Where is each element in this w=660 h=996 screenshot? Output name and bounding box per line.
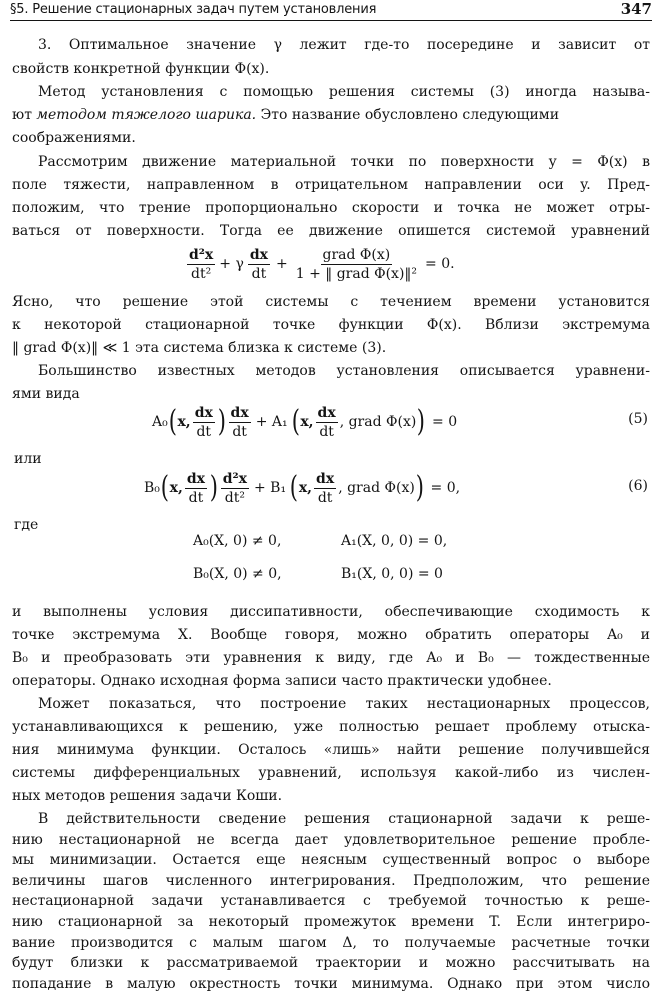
- text-line: Ясно, что решение этой системы с течением времени установится: [12, 294, 650, 310]
- text-line: операторы. Однако исходная форма записи часто практически удобнее.: [12, 673, 552, 689]
- equation-motion: [185, 236, 455, 292]
- variable: x,: [177, 414, 191, 430]
- variable: x,: [300, 414, 314, 430]
- text-line: где: [14, 517, 39, 533]
- text-line: [12, 103, 650, 127]
- fraction: [248, 247, 270, 282]
- text-line: будут близки к рассматриваемой траектории и можно рассчитывать на: [12, 955, 650, 972]
- text-line: ‖ grad Φ(x)‖ ≪ 1 эта система близка к системе (3).: [12, 340, 387, 356]
- section-title: §5. Решение стационарных задач путем установления: [10, 2, 377, 17]
- condition: A₁(X, 0, 0) = 0,: [341, 533, 448, 549]
- page-number: 347: [620, 0, 652, 18]
- denominator: dt: [188, 489, 204, 506]
- numerator: dx: [230, 404, 249, 421]
- numerator: dx: [316, 470, 335, 487]
- left-paren: (: [160, 470, 169, 505]
- operator: + B₁: [254, 480, 287, 496]
- operator: = 0: [432, 414, 458, 430]
- denominator: 1 + ‖ grad Φ(x)‖²: [295, 265, 418, 282]
- operator: = 0.: [425, 256, 455, 272]
- text-line: вание производится с малым шагом Δ, то получаемые расчетные точки: [12, 934, 650, 951]
- equation-5: [152, 396, 457, 448]
- denominator: dt: [317, 489, 333, 506]
- denominator: dt²: [191, 265, 212, 282]
- denominator: dt: [232, 423, 247, 440]
- text-line: к некоторой стационарной точке функции Φ(x). Вблизи экстремума: [12, 317, 650, 333]
- numerator: d²x: [189, 246, 214, 263]
- numerator: dx: [249, 246, 268, 263]
- fraction: [229, 405, 251, 440]
- text-line: 3. Оптимальное значение γ лежит где-то посередине и зависит от: [38, 37, 650, 53]
- text-line: величины шагов численного интегрирования. Предположим, что решение: [12, 872, 650, 889]
- text-line: нестационарной задачи устанавливается с требуемой точностью к реше-: [12, 893, 650, 910]
- text-line: или: [14, 451, 42, 467]
- operator-symbol: B₀: [144, 480, 160, 496]
- text-line: свойств конкретной функции Φ(x).: [12, 61, 270, 77]
- fraction: [316, 405, 338, 440]
- right-paren: ): [217, 404, 226, 439]
- fraction: [314, 471, 336, 506]
- operator-symbol: A₀: [152, 414, 168, 430]
- left-paren: (: [291, 404, 300, 439]
- text-line: ваться от поверхности. Тогда ее движение опишется системой уравнений: [12, 223, 650, 239]
- equation-number: (6): [628, 478, 648, 494]
- numerator: dx: [186, 470, 205, 487]
- denominator: dt: [319, 423, 334, 440]
- variable: x,: [169, 480, 183, 496]
- text-line: Рассмотрим движение материальной точки по поверхности y = Φ(x) в: [38, 154, 650, 170]
- left-paren: (: [168, 404, 177, 439]
- left-paren: (: [289, 470, 299, 505]
- condition: B₁(X, 0, 0) = 0: [341, 566, 443, 582]
- text-fragment: ют: [12, 107, 32, 123]
- text-line: и выполнены условия диссипативности, обеспечивающие сходимость к: [12, 604, 650, 620]
- denominator: dt: [251, 265, 267, 282]
- gradient-term: , grad Φ(x): [338, 480, 415, 496]
- text-line: Метод установления с помощью решения системы (3) иногда называ-: [38, 84, 650, 100]
- right-paren: ): [415, 470, 424, 505]
- text-line: ния минимума функции. Осталось «лишь» найти решение получившейся: [12, 742, 650, 758]
- text-line: точке экстремума X. Вообще говоря, можно обратить операторы A₀ и: [12, 627, 650, 643]
- fraction: [221, 471, 249, 506]
- text-line: поле тяжести, направленном в отрицательном направлении оси y. Пред-: [12, 177, 650, 193]
- text-line: мы минимизации. Остается еще неясным существенный вопрос о выборе: [12, 852, 650, 869]
- text-line: нию стационарной за некоторый промежуток времени T. Если интегриро-: [12, 914, 650, 930]
- numerator: dx: [317, 404, 336, 421]
- fraction: [193, 405, 215, 440]
- text-line: нию нестационарной не всегда дает удовлетворительное решение пробле-: [12, 831, 650, 848]
- numerator: grad Φ(x): [322, 246, 391, 263]
- equation-number: (5): [628, 411, 648, 427]
- numerator: dx: [194, 404, 213, 421]
- operator: + γ: [219, 256, 244, 272]
- text-line: Может показаться, что построение таких нестационарных процессов,: [38, 696, 650, 712]
- condition: A₀(X, 0) ≠ 0,: [193, 533, 282, 549]
- text-line: системы дифференциальных уравнений, используя какой-либо из числен-: [12, 765, 650, 781]
- text-line: Большинство известных методов установления описывается уравнени-: [38, 363, 650, 379]
- denominator: dt²: [224, 489, 245, 506]
- method-name-italic: методом тяжелого шарика.: [36, 107, 257, 123]
- fraction: [187, 247, 215, 282]
- text-line: B₀ и преобразовать эти уравнения к виду, где A₀ и B₀ — тождественные: [12, 650, 650, 666]
- condition: B₀(X, 0) ≠ 0,: [193, 566, 282, 582]
- variable: x,: [298, 480, 313, 496]
- operator: + A₁: [255, 414, 288, 430]
- text-line: ных методов решения задачи Коши.: [12, 788, 283, 804]
- text-line: попадание в малую окрестность точки минимума. Однако при этом число: [12, 975, 650, 992]
- operator: = 0,: [430, 480, 461, 496]
- text-line: соображениями.: [12, 130, 136, 146]
- right-paren: ): [209, 470, 218, 505]
- numerator: d²x: [222, 470, 247, 487]
- text-line: В действительности сведение решения стационарной задачи к реше-: [38, 811, 650, 827]
- text-line: устанавливающихся к решению, уже полностью решает проблему отыска-: [12, 719, 650, 735]
- text-fragment: Это название обусловлено следующими: [260, 107, 560, 123]
- header-rule: [10, 20, 652, 21]
- operator: +: [275, 256, 288, 272]
- running-header: [10, 0, 652, 21]
- right-paren: ): [417, 404, 426, 439]
- equation-6: [144, 461, 460, 515]
- text-line: положим, что трение пропорционально скорости и точка не может отры-: [12, 200, 650, 216]
- fraction: [294, 247, 419, 282]
- text-line: ями вида: [12, 386, 80, 402]
- gradient-term: , grad Φ(x): [339, 414, 417, 430]
- fraction: [185, 471, 207, 506]
- denominator: dt: [196, 423, 212, 440]
